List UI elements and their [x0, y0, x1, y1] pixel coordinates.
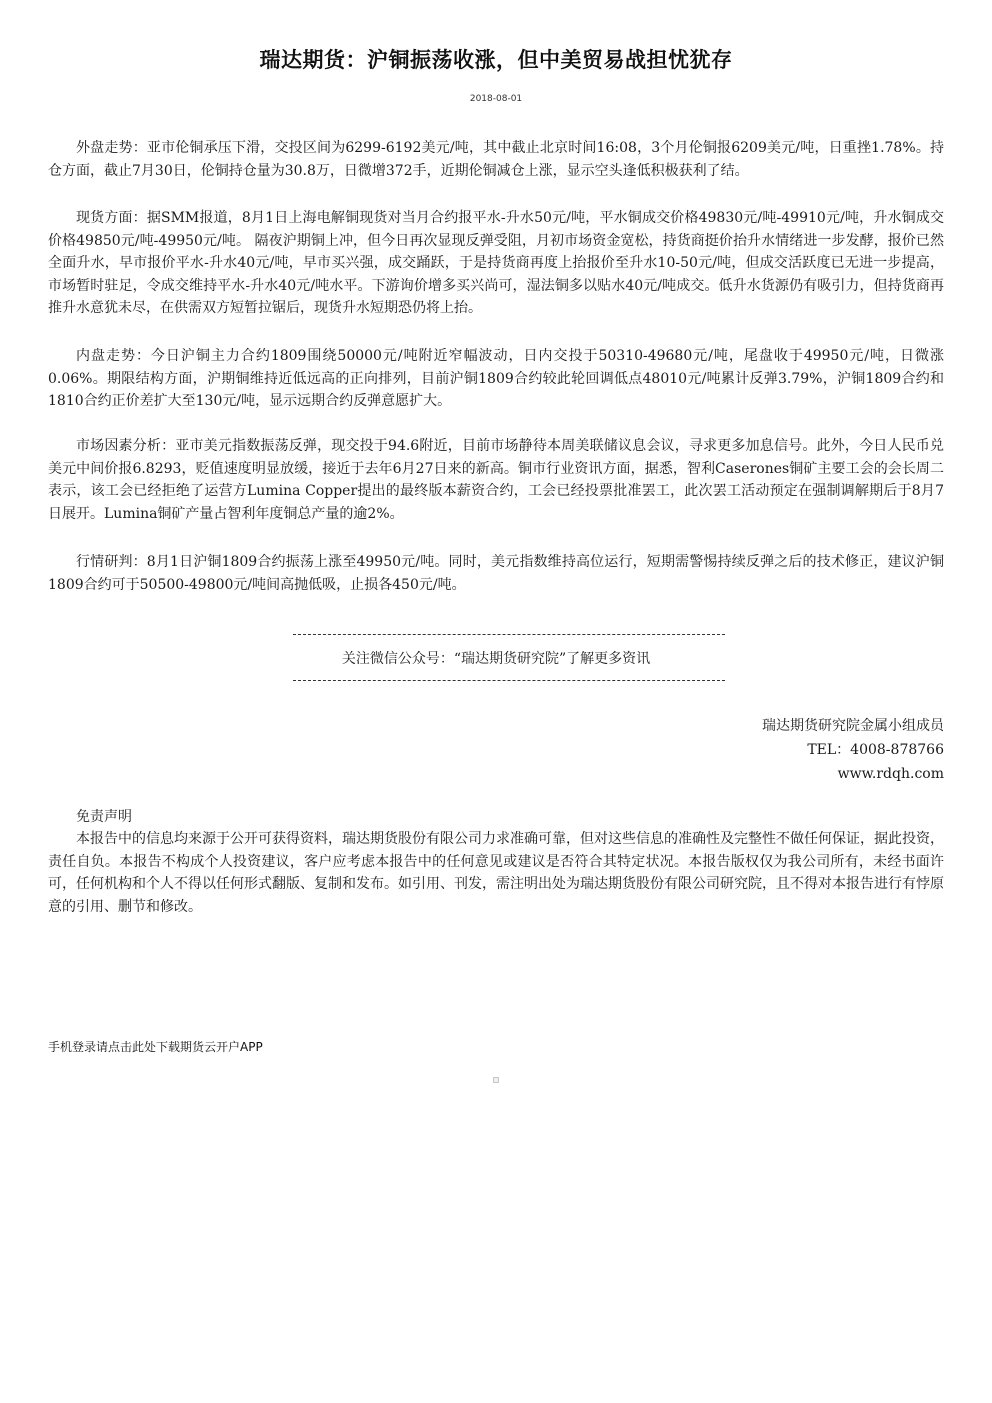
article-title: 瑞达期货：沪铜振荡收涨，但中美贸易战担忧犹存	[259, 48, 733, 72]
contact-tel: TEL：4008-878766	[807, 742, 944, 758]
paragraph-overseas-market: 外盘走势：亚市伦铜承压下滑，交投区间为6299-6192美元/吨，其中截止北京时间16:08，3个月伦铜报6209美元/吨，日重挫1.78%。持仓方面，截止7月30日，伦铜持仓量为30.8万，日微增372手，近期伦铜减仓上涨，显示空头逢低积极获利了结。	[48, 140, 944, 179]
paragraph-domestic-market: 内盘走势：今日沪铜主力合约1809围绕50000元/吨附近窄幅波动，日内交投于50310-49680元/吨，尾盘收于49950元/吨，日微涨0.06%。期限结构方面，沪期铜维持近低远高的正向排列，目前沪铜1809合约较此轮回调低点48010元/吨累计反弹3.79%，沪铜1809合约和1810合约正价差扩大至130元/吨，显示远期合约反弹意愿扩大。	[48, 348, 944, 409]
divider-top	[293, 634, 725, 635]
contact-website[interactable]: www.rdqh.com	[837, 766, 944, 782]
paragraph-market-factors: 市场因素分析：亚市美元指数振荡反弹，现交投于94.6附近，目前市场静待本周美联储议息会议，寻求更多加息信号。此外，今日人民币兑美元中间价报6.8293，贬值速度明显放缓，接近于去年6月27日来的新高。铜市行业资讯方面，据悉，智利Caserones铜矿主要工会的会长周二表示，该工会已经拒绝了运营方Lumina Copper提出的最终版本薪资合约，工会已经投票批准罢工，此次罢工活动预定在强制调解期后于8月7日展开。Lumina铜矿产量占智利年度铜总产量的逾2%。	[48, 438, 944, 522]
article-date: 2018-08-01	[469, 94, 523, 104]
contact-team: 瑞达期货研究院金属小组成员	[762, 718, 944, 734]
divider-bottom	[293, 680, 725, 681]
paragraph-outlook: 行情研判：8月1日沪铜1809合约振荡上涨至49950元/吨。同时，美元指数维持高位运行，短期需警惕持续反弹之后的技术修正，建议沪铜1809合约可于50500-49800元/吨间高抛低吸，止损各450元/吨。	[48, 554, 944, 593]
wechat-follow-text: 关注微信公众号：“瑞达期货研究院”了解更多资讯	[341, 651, 651, 667]
disclaimer-title: 免责声明	[76, 809, 132, 825]
disclaimer-text: 本报告中的信息均来源于公开可获得资料，瑞达期货股份有限公司力求准确可靠，但对这些信息的准确性及完整性不做任何保证，据此投资，责任自负。本报告不构成个人投资建议，客户应考虑本报告中的任何意见或建议是否符合其特定状况。本报告版权仅为我公司所有，未经书面许可，任何机构和个人不得以任何形式翻版、复制和发布。如引用、刊发，需注明出处为瑞达期货股份有限公司研究院，且不得对本报告进行有悖原意的引用、删节和修改。	[48, 831, 944, 915]
paragraph-spot-market: 现货方面：据SMM报道，8月1日上海电解铜现货对当月合约报平水-升水50元/吨，平水铜成交价格49830元/吨-49910元/吨，升水铜成交价格49850元/吨-49950元/吨。 隔夜沪期铜上冲，但今日再次显现反弹受阻，月初市场资金宽松，持货商挺价抬升水情绪进一步发酵，报价已然全面升水，早市报价平水-升水40元/吨，早市买兴强，成交踊跃，于是持货商再度上抬报价至升水10-50元/吨，但成交活跃度已无进一步提高，市场暂时驻足，令成交维持平水-升水40元/吨水平。下游询价增多买兴尚可，湿法铜多以贴水40元/吨成交。低升水货源仍有吸引力，但持货商再推升水意犹未尽，在供需双方短暂拉锯后，现货升水短期恐仍将上抬。	[48, 210, 944, 316]
download-app-link[interactable]: 手机登录请点击此处下载期货云开户APP	[48, 1040, 263, 1054]
page-marker	[493, 1077, 499, 1083]
